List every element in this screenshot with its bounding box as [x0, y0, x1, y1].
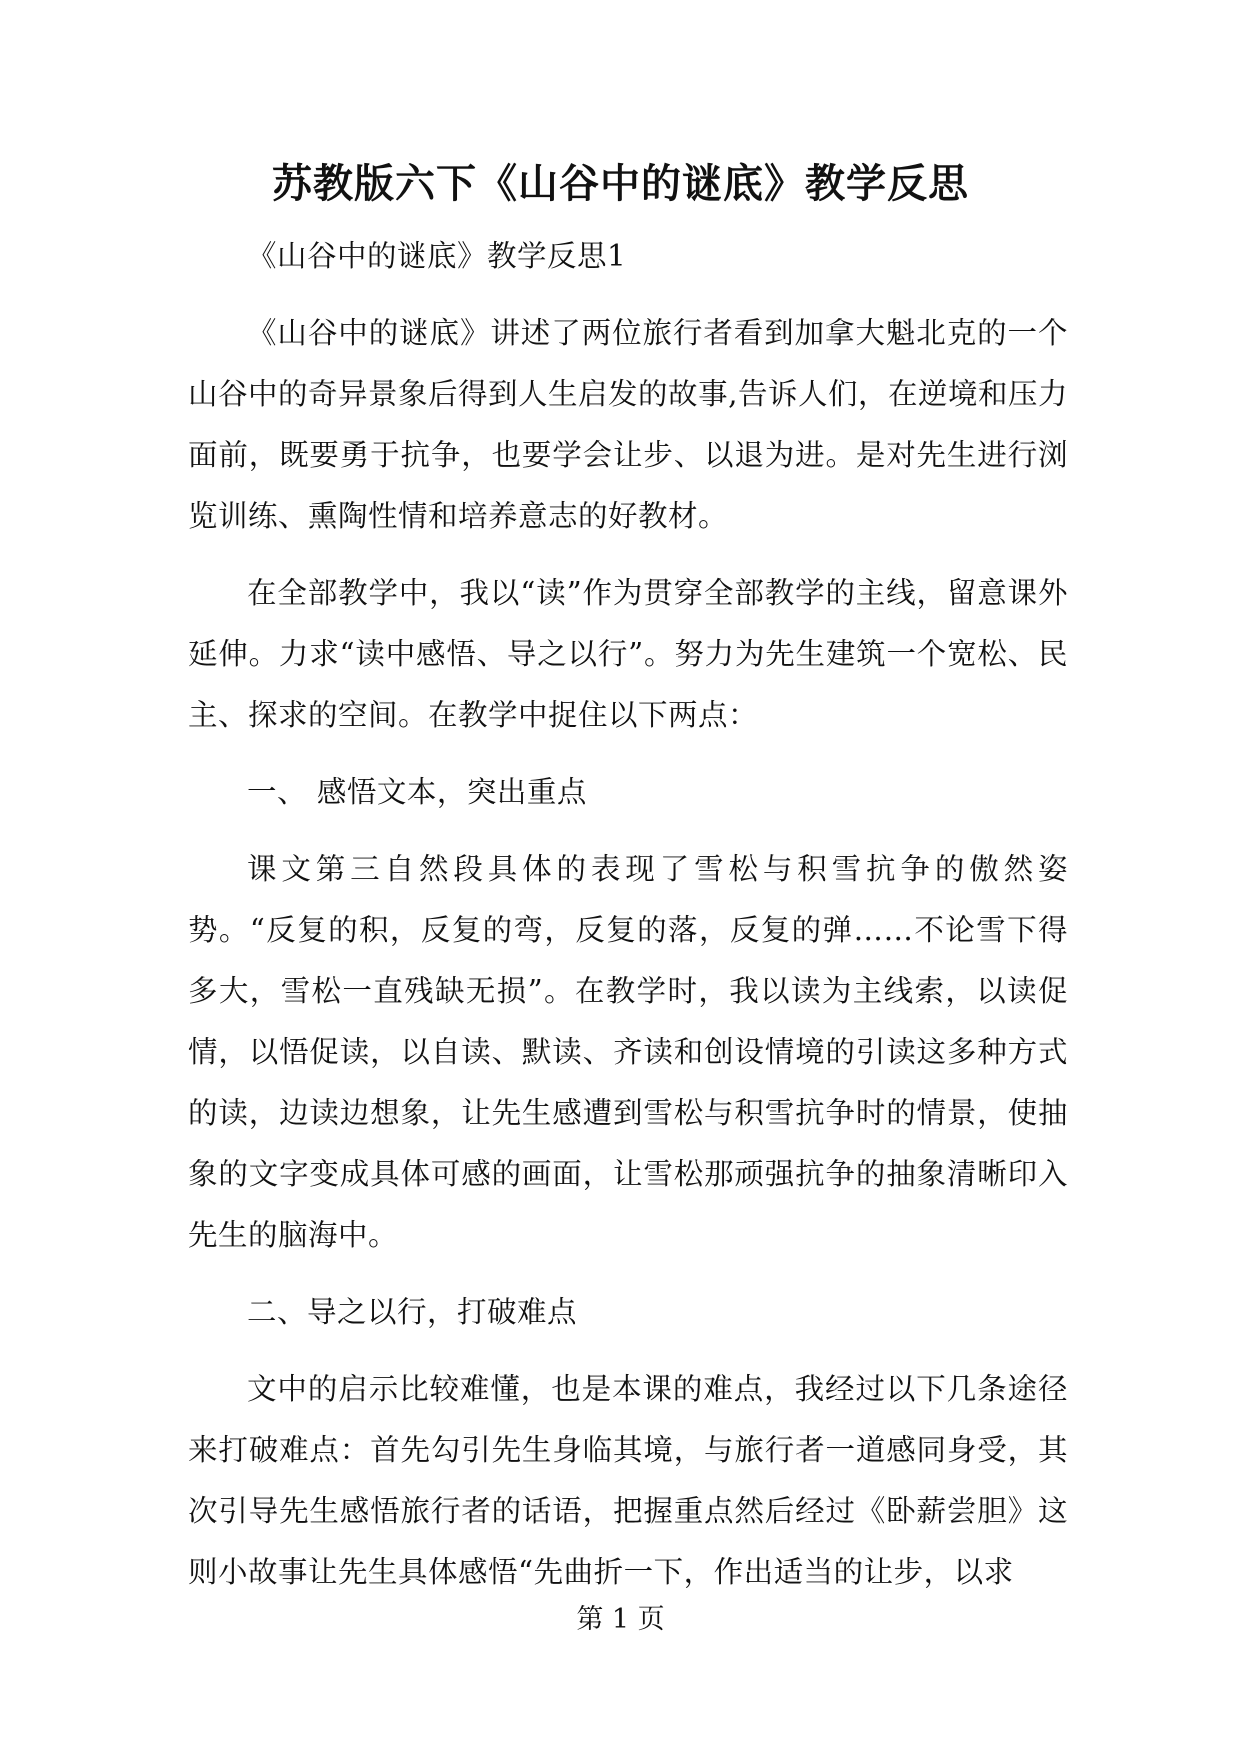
subheading: 一、 感悟文本，突出重点 — [247, 775, 587, 809]
paragraph: 文中的启示比较难懂，也是本课的难点，我经过以下几条途径来打破难点：首先勾引先生身临其境，与旅行者一道感同身受，其次引导先生感悟旅行者的话语，把握重点然后经过《卧薪尝胆》这则小故事让先生具体感悟“先曲折一下，作出适当的让步，以求 — [188, 1372, 1068, 1589]
paragraph: 课文第三自然段具体的表现了雪松与积雪抗争的傲然姿势。“反复的积，反复的弯，反复的落，反复的弹……不论雪下得多大，雪松一直残缺无损”。在教学时，我以读为主线索，以读促情，以悟促读，以自读、默读、齐读和创设情境的引读这多种方式的读，边读边想象，让先生感遭到雪松与积雪抗争时的情景，使抽象的文字变成具体可感的画面，让雪松那顽强抗争的抽象清晰印入先生的脑海中。 — [188, 852, 1068, 1252]
paragraph: 在全部教学中，我以“读”作为贯穿全部教学的主线，留意课外延伸。力求“读中感悟、导之以行”。努力为先生建筑一个宽松、民主、探求的空间。在教学中捉住以下两点： — [188, 576, 1068, 732]
document-title: 苏教版六下《山谷中的谜底》教学反思 — [272, 160, 969, 207]
section-heading: 《山谷中的谜底》教学反思1 — [247, 239, 627, 273]
subheading: 二、导之以行，打破难点 — [247, 1295, 578, 1329]
document-body — [188, 226, 1068, 1603]
paragraph: 《山谷中的谜底》讲述了两位旅行者看到加拿大魁北克的一个山谷中的奇异景象后得到人生启发的故事,告诉人们，在逆境和压力面前，既要勇于抗争，也要学会让步、以退为进。是对先生进行浏览训练、熏陶性情和培养意志的好教材。 — [188, 316, 1068, 533]
page-number: 第 1 页 — [576, 1604, 665, 1635]
